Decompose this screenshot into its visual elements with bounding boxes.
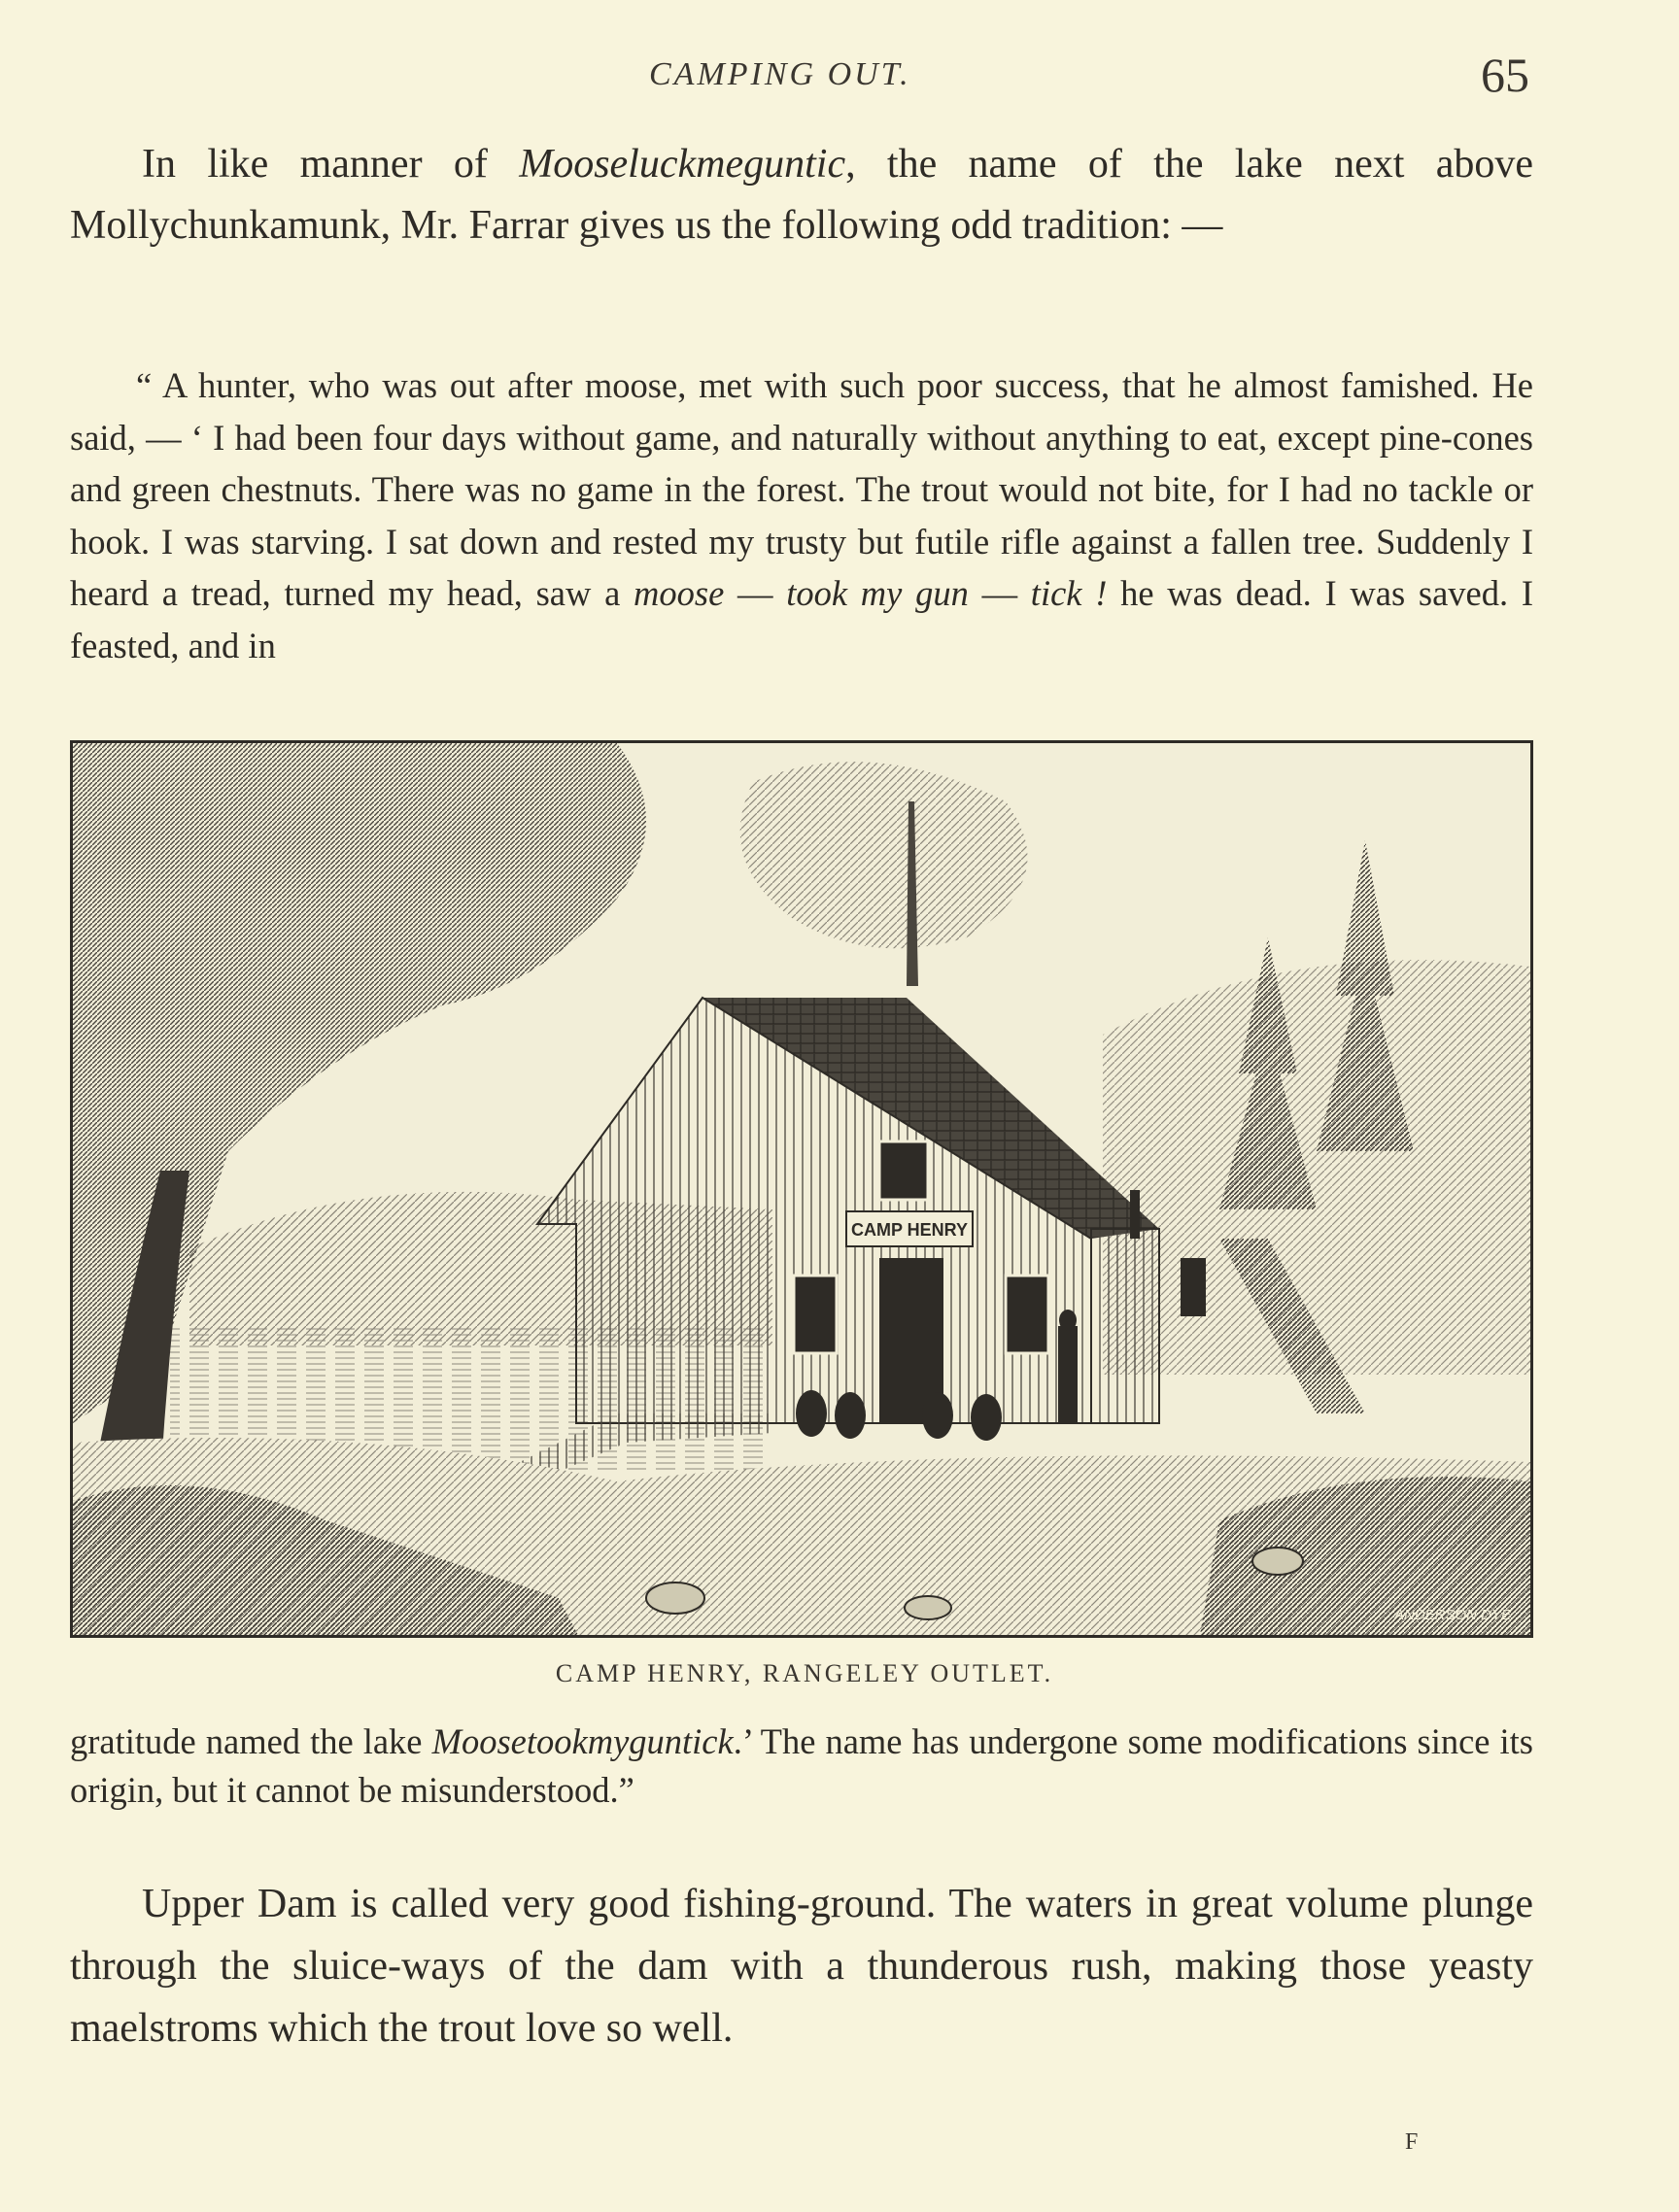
background-forest: [1103, 960, 1530, 1375]
engraver-signature: ANDERSON DYE: [1394, 1607, 1512, 1623]
page-number: 65: [1481, 48, 1529, 102]
cabin-side: [1091, 1229, 1159, 1423]
side-window: [1181, 1258, 1206, 1316]
signature-mark: F: [1405, 2129, 1419, 2155]
engraving-camp-henry: [70, 740, 1533, 1638]
cabin-window-left: [794, 1276, 837, 1353]
figure-caption: CAMP HENRY, RANGELEY OUTLET.: [555, 1659, 1054, 1687]
running-head: [0, 47, 1679, 105]
p1-italic-lake-name: Mooseluckmeguntic: [519, 142, 846, 187]
p2-text-cont: he was dead. I was saved. I feasted, and in: [70, 573, 1533, 665]
chimney: [1130, 1190, 1140, 1239]
p2-italic-took-my-gun: took my gun: [786, 573, 969, 613]
p3-italic-lake-name: Moosetookmyguntick: [431, 1721, 734, 1761]
paragraph-upper-dam: [70, 1873, 1533, 2059]
p4-text: Upper Dam is called very good fishing-ground. The waters in great volume plunge through the sluice-ways of the dam with a thunderous rush, making those yeasty maelstroms which the trout love so well.: [70, 1882, 1533, 2051]
cabin-sign-text: CAMP HENRY: [850, 1220, 969, 1240]
p3-text-cont: .’ The name has undergone some modifications since its origin, but it cannot be misunderstood.”: [70, 1721, 1534, 1810]
p2-italic-tick: tick !: [1030, 573, 1108, 613]
p2-text: “ A hunter, who was out after moose, met with such poor success, that he almost famished. He said, — ‘ I had been four days without game, and naturally without anything to eat, except pine-cones and green chestnuts. There was no game in the forest. The trout would not bite, for I had no tackle or hook. I was starving. I sat down and rested my trusty but futile rifle against a fallen tree. Suddenly I heard a tread, turned my head, saw a: [70, 365, 1533, 613]
p2-dash-1: —: [724, 573, 787, 613]
p3-text: gratitude named the lake: [70, 1721, 432, 1761]
running-title: CAMPING OUT.: [649, 56, 911, 92]
cabin-window-right: [1006, 1276, 1048, 1353]
engraving-illustration: [73, 743, 1530, 1635]
paragraph-moosetookmyguntick: [70, 1718, 1533, 1815]
paragraph-hunter-quote: [70, 359, 1533, 671]
p2-italic-moose: moose: [634, 573, 725, 613]
p1-text-cont: , the name of the lake next above Mollychunkamunk, Mr. Farrar gives us the following odd tradition: —: [70, 142, 1533, 248]
p2-dash-2: —: [968, 573, 1031, 613]
paragraph-mooseluckmeguntic: [70, 134, 1533, 256]
gable-window: [879, 1141, 928, 1200]
p1-text: In like manner of: [142, 142, 520, 187]
